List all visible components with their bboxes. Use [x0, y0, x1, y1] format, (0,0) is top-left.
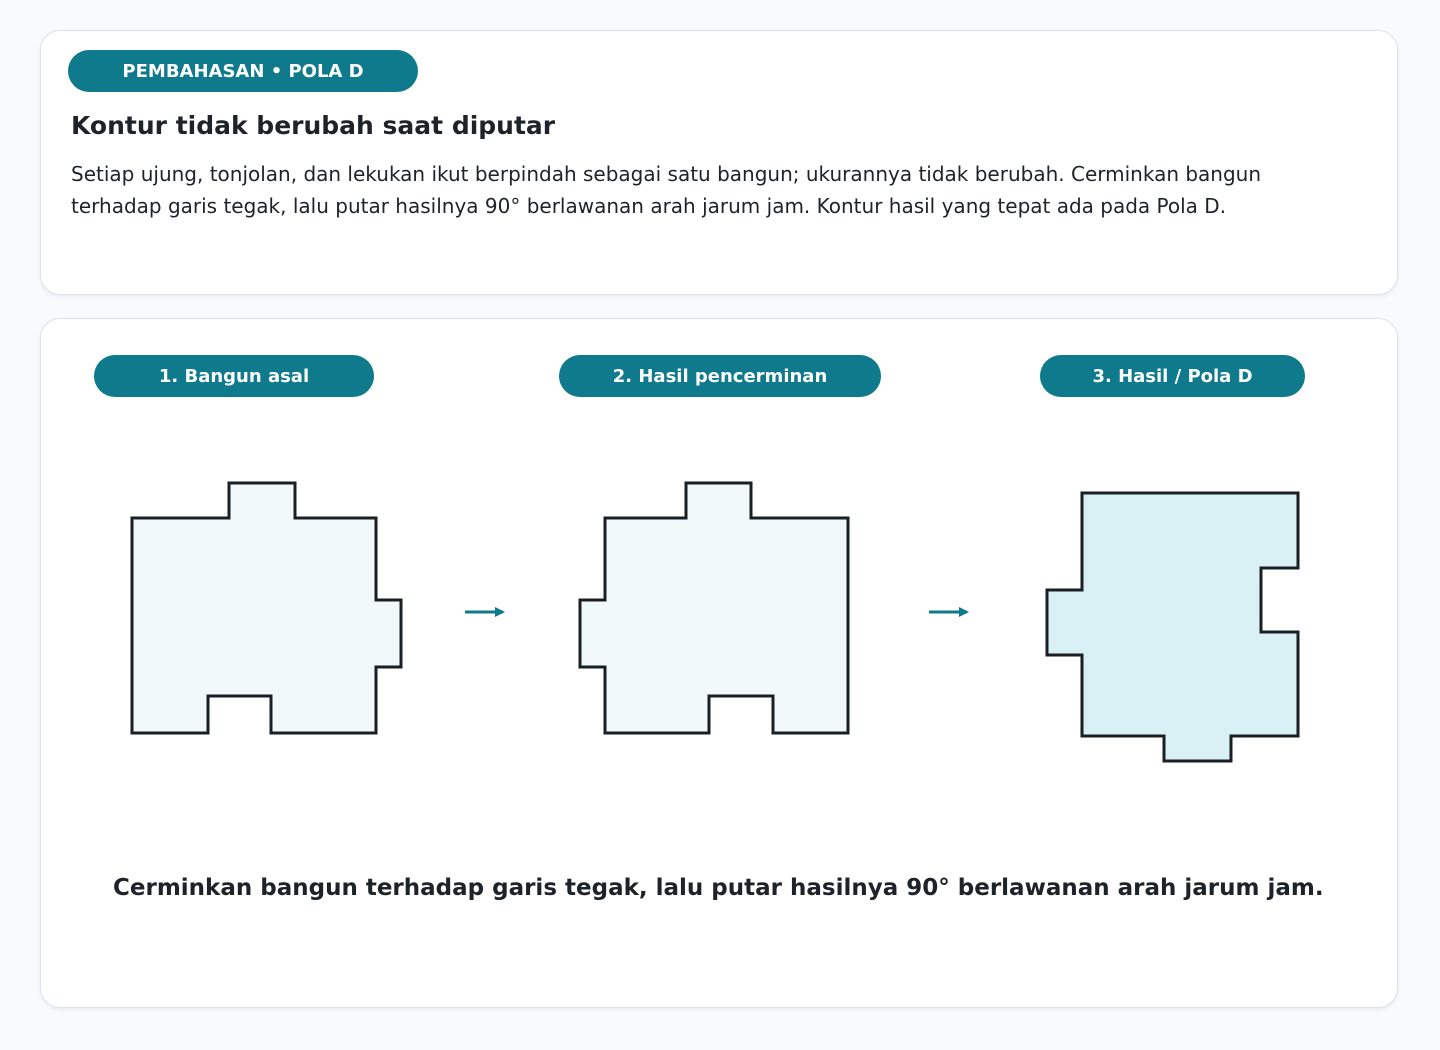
step-label-result: 3. Hasil / Pola D	[1040, 355, 1305, 397]
page-title: Kontur tidak berubah saat diputar	[71, 111, 556, 140]
explanation-card	[40, 30, 1398, 295]
explanation-text: Setiap ujung, tonjolan, dan lekukan ikut berpindah sebagai satu bangun; ukurannya tidak berubah. Cerminkan bangun terhadap garis tegak, lalu putar hasilnya 90° berlawanan arah jarum jam. Kontur hasil yang tepat ada pada Pola D.	[71, 162, 1262, 218]
step-label-original: 1. Bangun asal	[94, 355, 374, 397]
section-badge: PEMBAHASAN • POLA D	[68, 50, 418, 92]
result-shape	[1047, 493, 1298, 761]
transformation-diagram	[41, 319, 1397, 1007]
diagram-caption: Cerminkan bangun terhadap garis tegak, lalu putar hasilnya 90° berlawanan arah jarum jam.	[113, 875, 1324, 901]
reflected-shape	[580, 483, 848, 733]
original-shape	[132, 483, 401, 733]
diagram-card	[40, 318, 1398, 1008]
step-label-reflection: 2. Hasil pencerminan	[559, 355, 881, 397]
